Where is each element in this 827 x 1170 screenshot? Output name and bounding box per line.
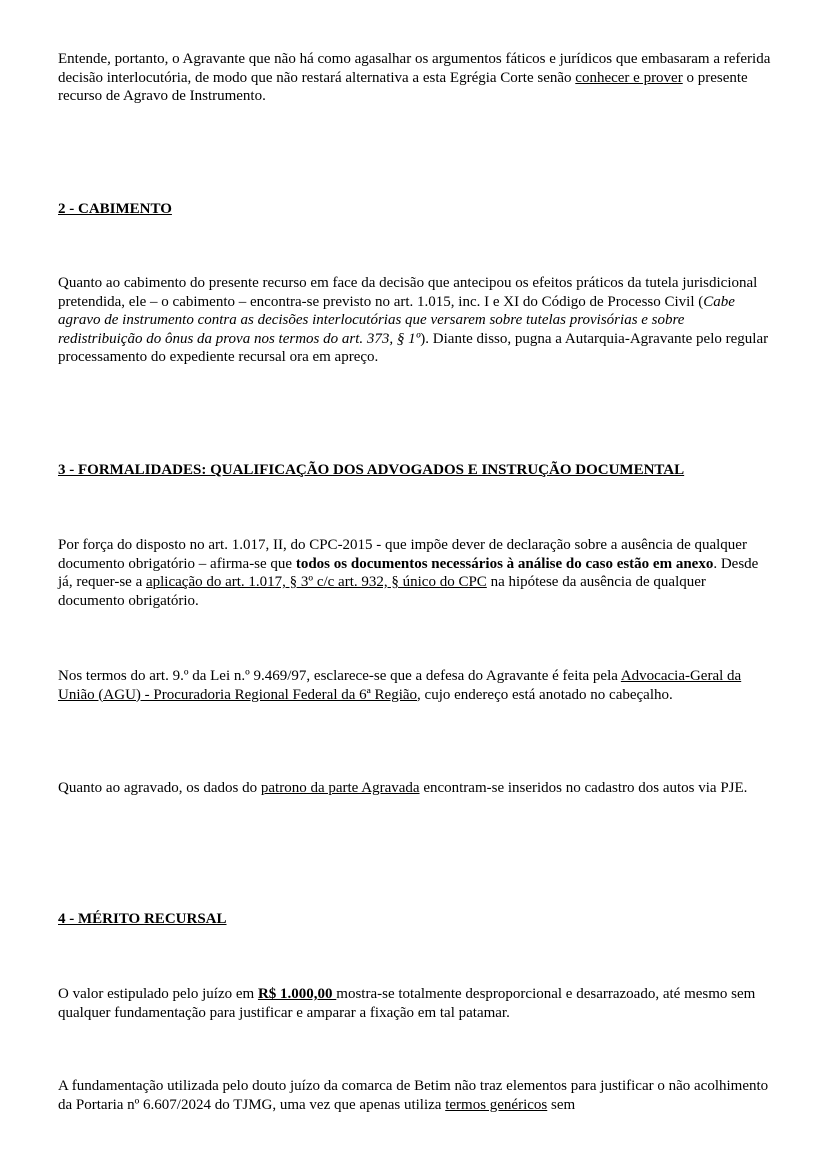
intro-paragraph: Entende, portanto, o Agravante que não há como agasalhar os argumentos fáticos e jurídicos que embasaram a referida decisão interlocutória, de modo que não restará alternativa a esta Egrégia Corte senão conhecer e prover o presente recurso de Agravo de Instrumento.: [58, 51, 771, 104]
underlined-text: conhecer e prover: [575, 69, 683, 86]
bold-text: todos os documentos necessários à análise do caso estão em anexo: [295, 555, 714, 572]
underlined-text: termos genéricos: [445, 1096, 548, 1113]
formalidades-paragraph-2: Nos termos do art. 9.º da Lei n.º 9.469/97, esclarece-se que a defesa do Agravante é feita pela Advocacia-Geral da União (AGU) - Procuradoria Regional Federal da 6ª Região, cujo endereço está anotado no cabeçalho.: [58, 668, 742, 703]
bold-underlined-amount: R$ 1.000,00: [257, 986, 337, 1002]
heading-merito: 4 - MÉRITO RECURSAL: [58, 911, 227, 927]
merito-paragraph-2: A fundamentação utilizada pelo douto juízo da comarca de Betim não traz elementos para justificar o não acolhimento da Portaria nº 6.607/2024 do TJMG, uma vez que apenas utiliza termos genéricos sem: [58, 1078, 769, 1113]
underlined-text: Advocacia-Geral da União (AGU) - Procuradoria Regional Federal da 6ª Região: [58, 668, 742, 703]
italic-quote: Cabe agravo de instrumento contra as decisões interlocutórias que versarem sobre tutelas provisórias e sobre redistribuição do ônus da prova nos termos do art. 373, § 1º: [58, 293, 735, 347]
cabimento-paragraph: Quanto ao cabimento do presente recurso em face da decisão que antecipou os efeitos práticos da tutela jurisdicional pretendida, ele – o cabimento – encontra-se previsto no art. 1.015, inc. I e XI do Código de Processo Civil (Cabe agravo de instrumento contra as decisões interlocutórias que versarem sobre tutelas provisórias e sobre redistribuição do ônus da prova nos termos do art. 373, § 1º). Diante disso, pugna a Autarquia-Agravante pelo regular processamento do expediente recursal ora em apreço.: [58, 275, 769, 365]
formalidades-paragraph-1: Por força do disposto no art. 1.017, II, do CPC-2015 - que impõe dever de declaração sobre a ausência de qualquer documento obrigatório – afirma-se que todos os documentos necessários à análise do caso estão em anexo. Desde já, requer-se a aplicação do art. 1.017, § 3º c/c art. 932, § único do CPC na hipótese da ausência de qualquer documento obrigatório.: [58, 537, 759, 609]
merito-paragraph-1: O valor estipulado pelo juízo em R$ 1.000,00 mostra-se totalmente desproporcional e desarrazoado, até mesmo sem qualquer fundamentação para justificar e amparar a fixação em tal patamar.: [58, 986, 756, 1021]
underlined-text: patrono da parte Agravada: [260, 780, 420, 796]
heading-cabimento: 2 - CABIMENTO: [58, 201, 172, 217]
heading-formalidades: 3 - FORMALIDADES: QUALIFICAÇÃO DOS ADVOGADOS E INSTRUÇÃO DOCUMENTAL: [58, 462, 685, 478]
underlined-text: aplicação do art. 1.017, § 3º c/c art. 932, § único do CPC: [145, 574, 487, 590]
formalidades-paragraph-3: Quanto ao agravado, os dados do patrono da parte Agravada encontram-se inseridos no cadastro dos autos via PJE.: [58, 780, 748, 796]
